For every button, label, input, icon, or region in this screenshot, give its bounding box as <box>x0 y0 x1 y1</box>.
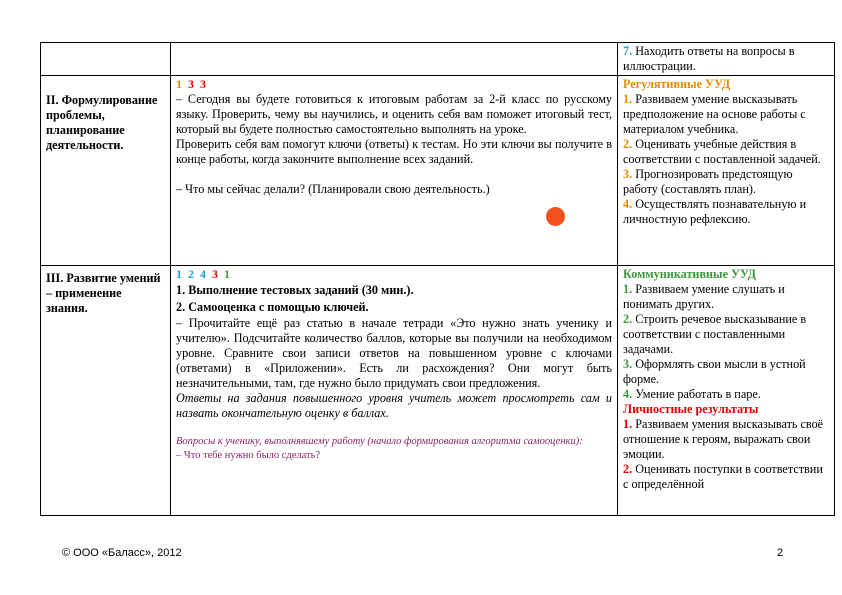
list-item: 2. Строить речевое высказывание в соответствии с поставленными задачами. <box>623 312 807 356</box>
slide-number: 3 <box>212 267 219 281</box>
table-row <box>41 43 835 76</box>
task-heading: 2. Самооценка с помощью ключей. <box>176 300 369 314</box>
copyright-footer: © ООО «Баласс», 2012 <box>62 547 182 559</box>
list-item: 1. Развиваем умение высказывать предположение на основе работы с материалом учебника. <box>623 92 806 136</box>
table-row <box>41 266 835 516</box>
paragraph: – Прочитайте ещё раз статью в начале тетради «Это нужно знать ученику и учителю». Подсчитайте количество баллов, которые вы получили на необходимом уровне. Сравните свои записи ответов на повышенном уровне с ключами (ответами) в «Приложении». Есть ли расхождения? Они могут быть незначительными, там, где нужно было придумать свои предложения. <box>176 316 612 390</box>
paragraph: – Что мы сейчас делали? (Планировали свою деятельность.) <box>176 182 490 196</box>
uud-cell <box>618 266 835 516</box>
item-number: 7. <box>623 44 633 58</box>
slide-number: 1 <box>176 267 183 281</box>
slide-number: 1 <box>224 267 231 281</box>
question: – Что тебе нужно было сделать? <box>176 450 321 461</box>
slide-number: 3 <box>200 77 207 91</box>
orange-circle-marker <box>546 207 565 226</box>
slide-number: 2 <box>188 267 195 281</box>
content-cell <box>171 266 618 516</box>
list-item: 3. Оформлять свои мысли в устной форме. <box>623 357 806 386</box>
page-number: 2 <box>777 547 784 559</box>
list-item: 4. Осуществлять познавательную и личностную рефлексию. <box>623 197 807 226</box>
uud-header: Регулятивные УУД <box>623 77 731 91</box>
task-heading: 1. Выполнение тестовых заданий (30 мин.). <box>176 283 414 297</box>
table-row <box>41 76 835 266</box>
list-item: 2. Оценивать поступки в соответствии с определённой <box>623 462 823 491</box>
list-item: 2. Оценивать учебные действия в соответствии с поставленной задачей. <box>623 137 821 166</box>
lesson-table <box>40 42 835 516</box>
uud-cell <box>618 76 835 266</box>
slide-number: 1 <box>176 77 183 91</box>
paragraph: Ответы на задания повышенного уровня учитель может просмотреть сам и назвать окончательную оценку в баллах. <box>176 391 612 420</box>
content-cell <box>171 76 618 266</box>
slide-numbers <box>176 267 612 282</box>
slide-number: 3 <box>188 77 195 91</box>
slide-number: 4 <box>200 267 207 281</box>
item-text: Находить ответы на вопросы в иллюстрации. <box>623 44 795 73</box>
uud-header: Коммуникативные УУД <box>623 267 757 281</box>
paragraph: – Сегодня вы будете готовиться к итоговым работам за 2-й класс по русскому языку. Проверить, чему вы научились, и оценить себя вам поможет итоговый тест, который вы будете полностью самостоятельно выполнять на уроке. <box>176 92 612 136</box>
list-item: 4. Умение работать в паре. <box>623 387 761 401</box>
content-cell <box>171 43 618 76</box>
list-item: 1. Развиваем умение слушать и понимать других. <box>623 282 785 311</box>
stage-cell <box>41 43 171 76</box>
paragraph: Проверить себя вам помогут ключи (ответы) к тестам. Но эти ключи вы получите в конце работы, когда закончите выполнение всех заданий. <box>176 137 612 166</box>
list-item: 3. Прогнозировать предстоящую работу (составлять план). <box>623 167 793 196</box>
uud-cell <box>618 43 835 76</box>
question-heading: Вопросы к ученику, выполнявшему работу (начало формирования алгоритма самооценки): <box>176 436 583 447</box>
stage-title: III. Развитие умений – применение знания. <box>41 266 171 516</box>
results-header: Личностные результаты <box>623 402 759 416</box>
stage-title: II. Формулирование проблемы, планирование деятельности. <box>41 76 171 266</box>
slide-numbers <box>176 77 612 92</box>
list-item: 1. Развиваем умения высказывать своё отношение к героям, выражать свои эмоции. <box>623 417 824 461</box>
